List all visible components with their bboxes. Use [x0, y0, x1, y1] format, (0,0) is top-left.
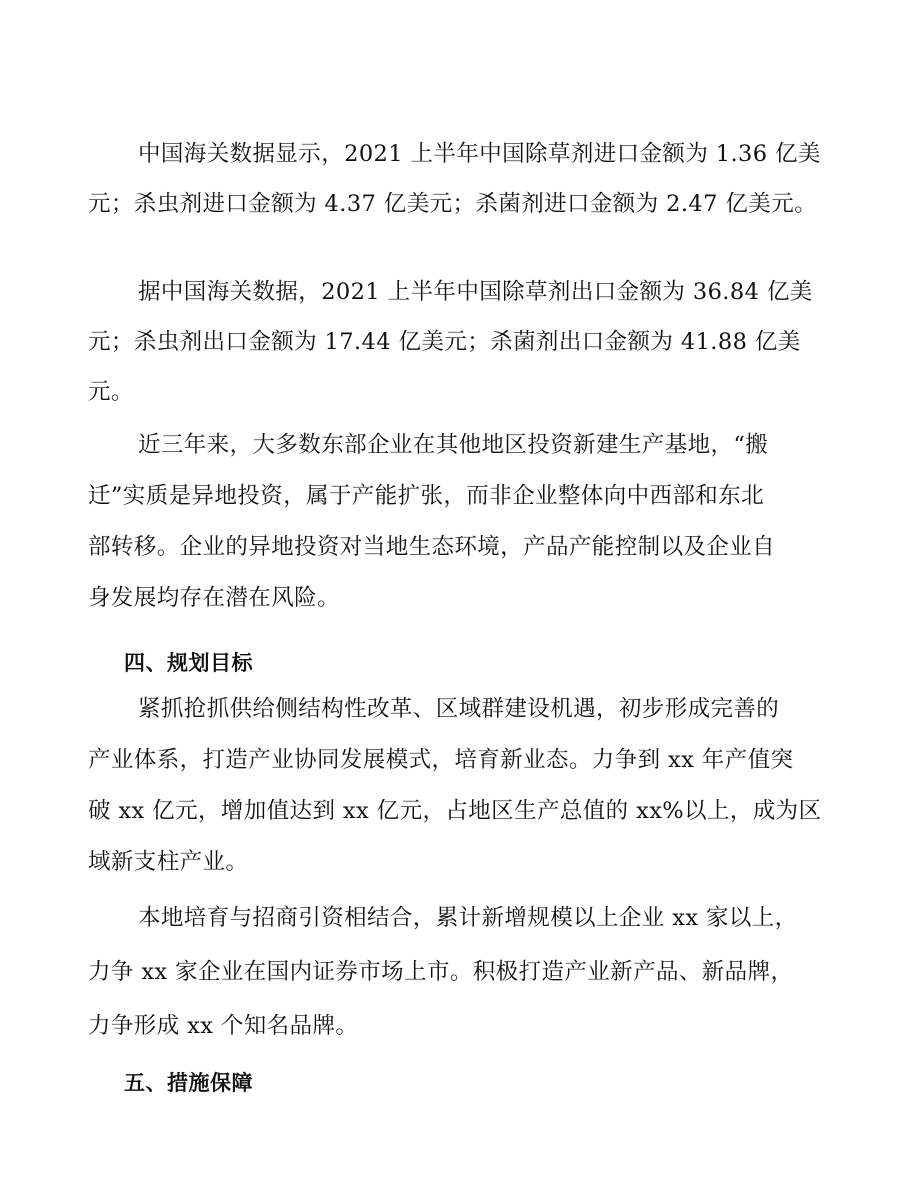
paragraph-line: 中国海关数据显示，2021 上半年中国除草剂进口金额为 1.36 亿美 [138, 141, 821, 167]
paragraph-line: 破 xx 亿元，增加值达到 xx 亿元，占地区生产总值的 xx%以上，成为区 [88, 798, 822, 824]
paragraph-line: 迁”实质是异地投资，属于产能扩张，而非企业整体向中西部和东北 [88, 483, 765, 509]
paragraph-line: 元；杀虫剂进口金额为 4.37 亿美元；杀菌剂进口金额为 2.47 亿美元。 [88, 191, 818, 217]
section-heading-safeguards: 五、措施保障 [124, 1071, 253, 1095]
paragraph-line: 域新支柱产业。 [88, 849, 249, 875]
paragraph-line: 元。 [88, 379, 134, 405]
paragraph-line: 力争 xx 家企业在国内证券市场上市。积极打造产业新产品、新品牌， [88, 959, 794, 985]
paragraph-line: 紧抓抢抓供给侧结构性改革、区域群建设机遇，初步形成完善的 [138, 696, 780, 722]
paragraph-line: 身发展均存在潜在风险。 [88, 585, 340, 611]
section-heading-planning-goals: 四、规划目标 [124, 651, 253, 675]
paragraph-line: 本地培育与招商引资相结合，累计新增规模以上企业 xx 家以上， [138, 905, 798, 931]
paragraph-line: 产业体系，打造产业协同发展模式，培育新业态。力争到 xx 年产值突 [88, 747, 794, 773]
paragraph-line: 力争形成 xx 个知名品牌。 [88, 1013, 359, 1039]
paragraph-line: 据中国海关数据，2021 上半年中国除草剂出口金额为 36.84 亿美 [138, 279, 813, 305]
paragraph-line: 部转移。企业的异地投资对当地生态环境，产品产能控制以及企业自 [88, 534, 776, 560]
paragraph-line: 近三年来，大多数东部企业在其他地区投资新建生产基地，“搬 [138, 432, 769, 458]
paragraph-line: 元；杀虫剂出口金额为 17.44 亿美元；杀菌剂出口金额为 41.88 亿美 [88, 329, 801, 355]
